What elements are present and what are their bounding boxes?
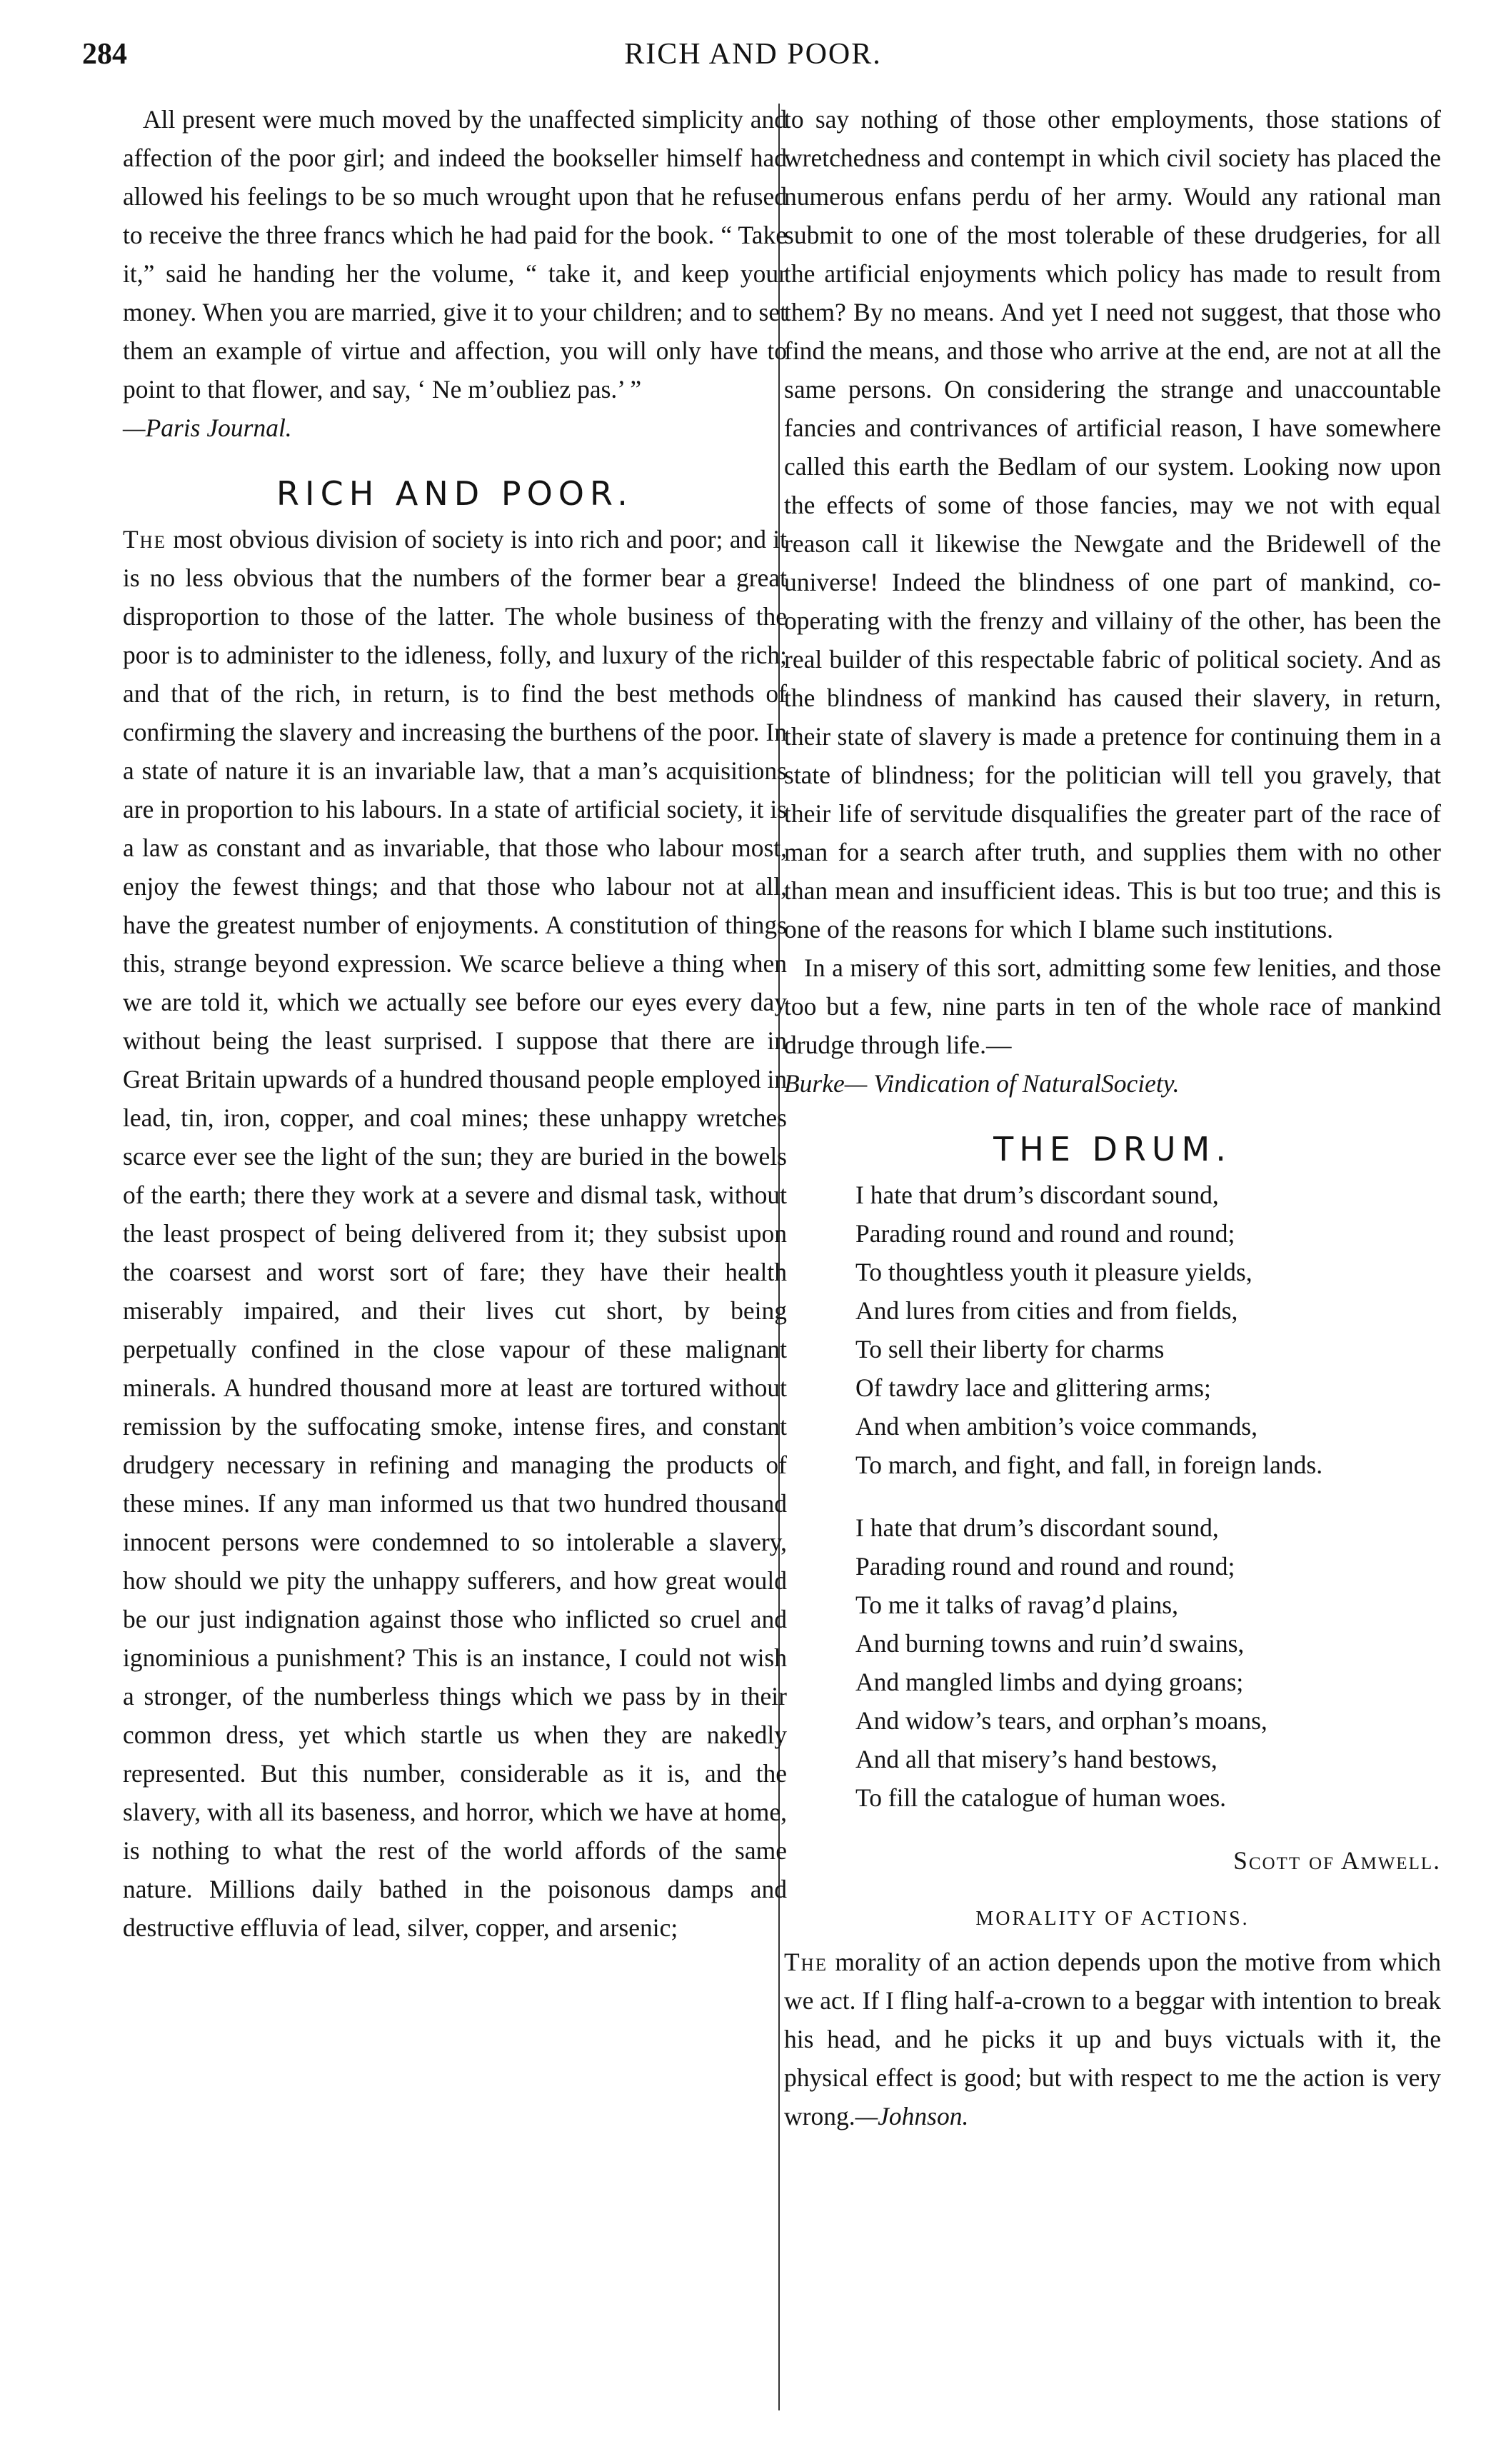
poem-line: Parading round and round and round; — [855, 1219, 1235, 1248]
poem-stanza-2 — [855, 1508, 1441, 1817]
right-column — [784, 100, 1441, 2135]
morality-title: MORALITY OF ACTIONS. — [975, 1908, 1250, 1930]
poem — [855, 1176, 1441, 1817]
morality-paragraph — [784, 1943, 1441, 2135]
poem-line: Parading round and round and round; — [855, 1552, 1235, 1581]
poem-line: To march, and fight, and fall, in foreign lands. — [855, 1451, 1323, 1479]
body-paragraph — [123, 520, 787, 1947]
morality-text: morality of an action depends upon the motive from which we act. If I fling half-a-crown to a beggar with intention to break his head, and he picks it up and buys victuals with it, the physical effect is good; but with respect to me the action is very wrong. — [784, 1948, 1442, 2130]
poem-line: And all that misery’s hand bestows, — [855, 1745, 1218, 1773]
intro-attribution: —Paris Journal. — [123, 414, 292, 442]
section-title: RICH AND POOR. — [276, 474, 633, 513]
poem-line: And burning towns and ruin’d swains, — [855, 1629, 1245, 1658]
body-first-word: The — [123, 525, 167, 554]
poem-line: I hate that drum’s discordant sound, — [855, 1513, 1219, 1542]
poem-line: To sell their liberty for charms — [855, 1335, 1165, 1363]
poem-line: And mangled limbs and dying groans; — [855, 1668, 1244, 1696]
poem-line: I hate that drum’s discordant sound, — [855, 1181, 1219, 1209]
poem-line: Of tawdry lace and glittering arms; — [855, 1373, 1211, 1402]
running-title: RICH AND POOR. — [624, 38, 882, 71]
poem-title: THE DRUM. — [993, 1130, 1232, 1168]
page-number: 284 — [82, 38, 127, 71]
poem-line: And lures from cities and from fields, — [855, 1296, 1238, 1325]
poem-line: To me it talks of ravag’d plains, — [855, 1591, 1179, 1619]
morality-first-word: The — [784, 1948, 828, 1976]
poem-stanza-1 — [855, 1176, 1441, 1484]
poem-line: And when ambition’s voice commands, — [855, 1412, 1257, 1441]
continuation-paragraph: to say nothing of those other employments, those stations of wretchedness and contempt in which civil society has placed the numerous enfans perdu of her army. Would any rational man submit to one of the most tolerable of these drudgeries, for all the artificial enjoyments which policy has made to result from them? By no means. And yet I need not suggest, that those who find the means, and those who arrive at the end, are not at all the same persons. On considering the strange and unaccountable fancies and contrivances of artificial reason, I have somewhere called this earth the Bedlam of our system. Looking now upon the effects of some of those fancies, may we not with equal reason call it likewise the Newgate and the Bridewell of the universe! Indeed the blindness of one part of mankind, co-operating with the frenzy and villainy of the other, has been the real builder of this respectable fabric of political society. And as the blindness of mankind has caused their slavery, in return, their state of slavery is made a pretence for continuing them in a state of blindness; for the politician will tell you gravely, that their life of servitude disqualifies the greater part of the race of man for a search after truth, and supplies them with no other than mean and insufficient ideas. This is but too true; and this is one of the reasons for which I blame such institutions. — [784, 105, 1441, 943]
morality-attribution: —Johnson. — [855, 2102, 969, 2130]
burke-attribution: Burke— Vindication of NaturalSociety. — [784, 1069, 1180, 1098]
poem-line: To fill the catalogue of human woes. — [855, 1783, 1227, 1812]
left-column — [123, 100, 787, 1947]
body-text: most obvious division of society is into rich and poor; and it is no less obvious that the numbers of the former bear a great disproportion to those of the latter. The whole business of the poor is to administer to the idleness, folly, and luxury of the rich; and that of the rich, in return, is to find the best methods of confirming the slavery and increasing the burthens of the poor. In a state of nature it is an invariable law, that a man’s acquisitions are in proportion to his labours. In a state of artificial society, it is a law as constant and as invariable, that those who labour most, enjoy the fewest things; and that those who labour not at all, have the greatest number of enjoyments. A constitution of things this, strange beyond expression. We scarce believe a thing when we are told it, which we actually see before our eyes every day without being the least surprised. I suppose that there are in Great Britain upwards of a hundred thousand people employed in lead, tin, iron, copper, and coal mines; these unhappy wretches scarce ever see the light of the sun; they are buried in the bowels of the earth; there they work at a severe and dismal task, without the least prospect of being delivered from it; they subsist upon the coarsest and worst sort of fare; they have their health miserably impaired, and their lives cut short, by being perpetually confined in the close vapour of these malignant minerals. A hundred thousand more at least are tortured without remission by the suffocating smoke, intense fires, and constant drudgery necessary in refining and managing the products of these mines. If any man informed us that two hundred thousand innocent persons were condemned to so intolerable a slavery, how should we pity the unhappy sufferers, and how great would be our just indignation against those who inflicted so cruel and ignominious a punishment? This is an instance, I could not wish a stronger, of the numberless things which we pass by in their common dress, yet which startle us when they are nakedly represented. But this number, considerable as it is, and the slavery, with all its baseness, and horror, which we have at home, is nothing to what the rest of the world affords of the same nature. Millions daily bathed in the poisonous damps and destructive effluvia of lead, silver, copper, and arsenic; — [123, 525, 787, 1942]
poem-line: And widow’s tears, and orphan’s moans, — [855, 1706, 1267, 1735]
poem-author: Scott of Amwell. — [1233, 1846, 1441, 1875]
poem-line: To thoughtless youth it pleasure yields, — [855, 1258, 1253, 1286]
intro-paragraph: All present were much moved by the unaffected simplicity and affection of the poor girl; and indeed the bookseller himself had allowed his feelings to be so much wrought upon that he refused to receive the three francs which he had paid for the book. “ Take it,” said he handing her the volume, “ take it, and keep your money. When you are married, give it to your children; and to set them an example of virtue and affection, you will only have to point to that flower, and say, ‘ Ne m’oubliez pas.’ ” — [123, 105, 787, 404]
second-paragraph: In a misery of this sort, admitting some few lenities, and those too but a few, nine parts in ten of the whole race of mankind drudge through life.— — [784, 953, 1441, 1059]
